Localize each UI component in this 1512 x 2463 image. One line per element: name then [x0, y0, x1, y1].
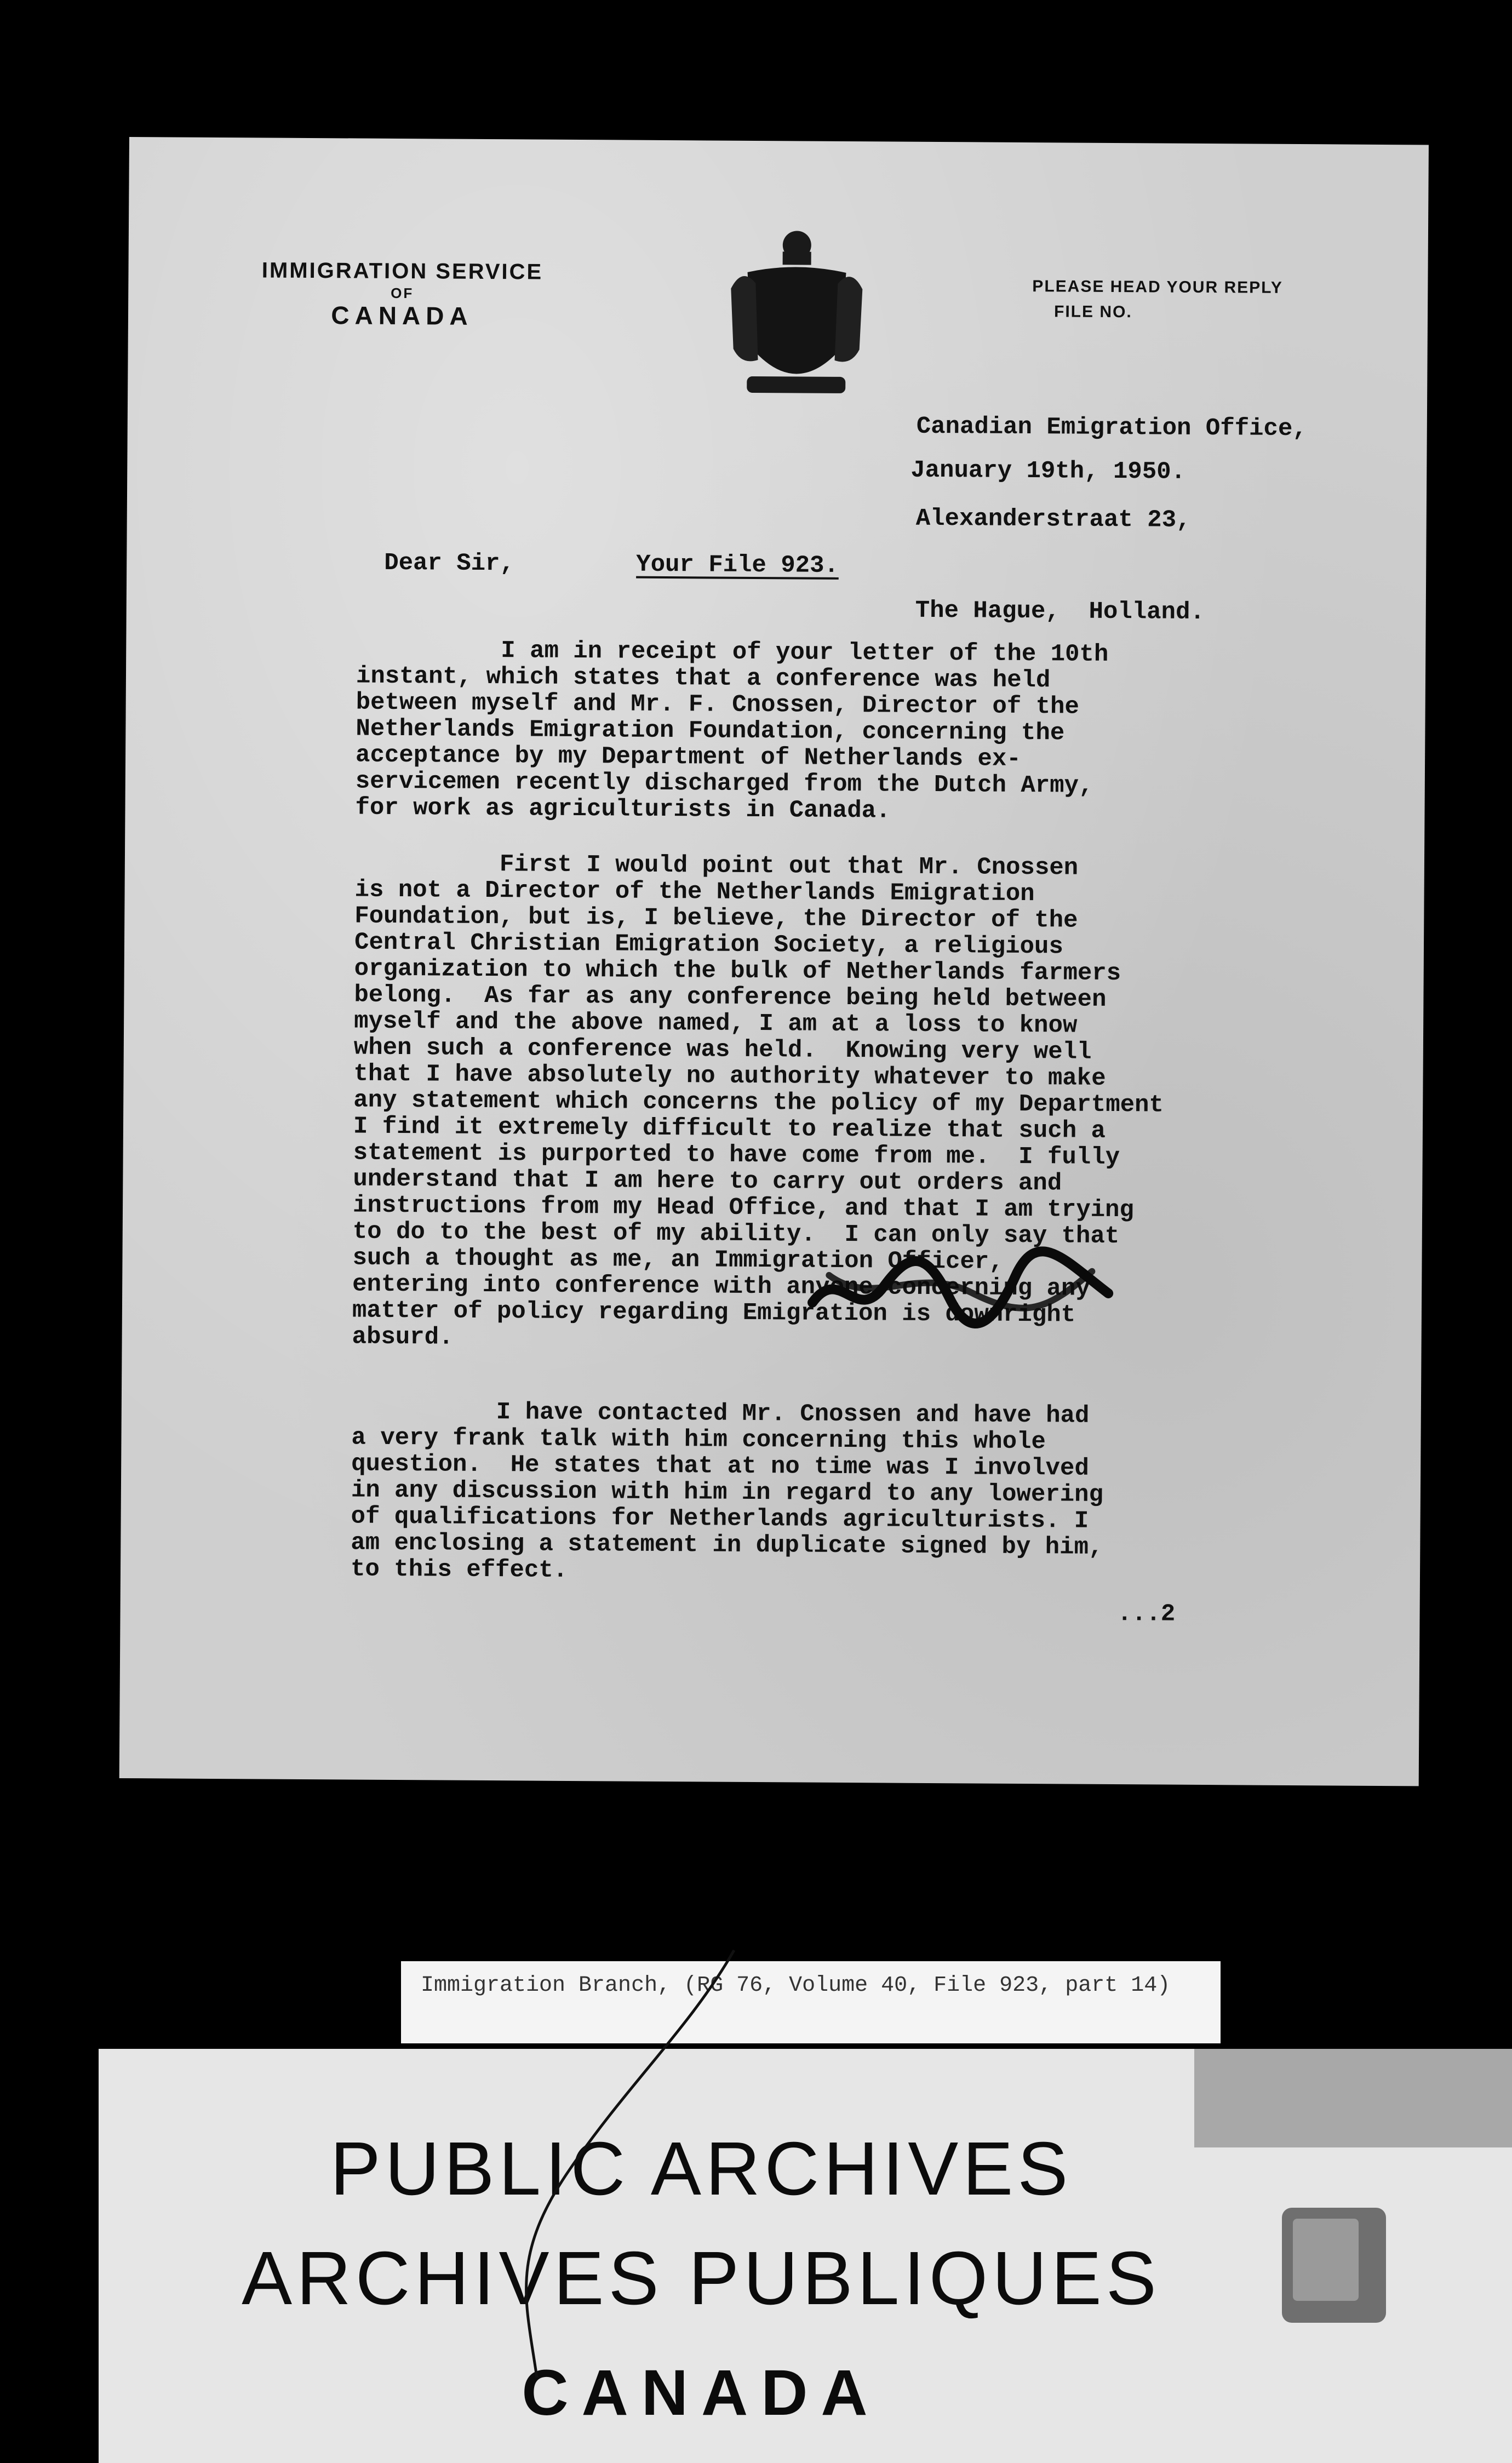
text-line: First I would point out that Mr. Cnossen [354, 850, 1079, 882]
text-line: Foundation, but is, I believe, the Director of the [354, 902, 1078, 935]
coat-of-arms-icon [725, 223, 868, 405]
stamp-english: PUBLIC ARCHIVES [330, 2127, 1073, 2211]
text-line: I have contacted Mr. Cnossen and have had [351, 1397, 1090, 1430]
text-line: servicemen recently discharged from the Dutch Army, [355, 767, 1093, 800]
text-line: I find it extremely difficult to realize that such a [353, 1113, 1106, 1145]
text-line: when such a conference was held. Knowing very well [353, 1034, 1092, 1066]
text-line: that I have absolutely no authority whatever to make [353, 1060, 1106, 1092]
text-line: belong. As far as any conference being held between [354, 981, 1107, 1013]
text-line: I am in receipt of your letter of the 10th [356, 636, 1109, 668]
paragraph-3 [351, 1399, 1393, 1589]
stamp-country: CANADA [522, 2357, 881, 2429]
text-line: of qualifications for Netherlands agriculturists. I [351, 1503, 1089, 1535]
file-no-label: FILE NO. [1053, 302, 1132, 322]
stamp-french: ARCHIVES PUBLIQUES [242, 2236, 1161, 2321]
text-line: understand that I am here to carry out orders and [353, 1165, 1062, 1198]
paragraph-1 [355, 637, 1397, 828]
letterhead-left [249, 258, 556, 331]
text-line: to this effect. [350, 1555, 568, 1584]
letterhead-country: CANADA [331, 301, 473, 330]
page-continuation: ...2 [1117, 1600, 1176, 1628]
sender-address [915, 350, 1308, 690]
archival-reference-label [401, 1961, 1221, 2043]
binder-clip-highlight [1293, 2219, 1359, 2301]
text-line: is not a Director of the Netherlands Emigration [354, 876, 1035, 908]
text-line: Central Christian Emigration Society, a religious [354, 929, 1063, 961]
salutation: Dear Sir, [384, 549, 515, 578]
address-line: The Hague, Holland. [915, 597, 1205, 627]
address-line: Canadian Emigration Office, [916, 413, 1307, 443]
letterhead-reply-note [1032, 274, 1283, 326]
text-line: instructions from my Head Office, and that I am trying [352, 1192, 1135, 1224]
file-reference: Your File 923. [636, 551, 839, 580]
text-line: question. He states that at no time was I involved [351, 1450, 1089, 1482]
address-line: Alexanderstraat 23, [915, 505, 1191, 534]
text-line: such a thought as me, an Immigration Officer, [352, 1244, 1004, 1276]
text-line: acceptance by my Department of Netherlands ex- [355, 741, 1021, 773]
text-line: matter of policy regarding Emigration is downright [352, 1297, 1076, 1329]
text-line: to do to the best of my ability. I can only say that [352, 1218, 1120, 1251]
signature-scribble [807, 1242, 1114, 1332]
text-line: in any discussion with him in regard to any lowering [351, 1476, 1104, 1509]
text-line: instant, which states that a conference was held [356, 662, 1051, 695]
text-line: any statement which concerns the policy of my Department [353, 1086, 1164, 1119]
text-line: entering into conference with anyone concerning any [352, 1270, 1090, 1303]
text-line: a very frank talk with him concerning this whole [351, 1424, 1046, 1456]
text-line: Netherlands Emigration Foundation, concerning the [356, 715, 1065, 747]
text-line: myself and the above named, I am at a loss to know [353, 1007, 1078, 1040]
letter-date: January 19th, 1950. [910, 456, 1186, 486]
letterhead-service: IMMIGRATION SERVICE [261, 258, 543, 284]
text-line: for work as agriculturists in Canada. [355, 794, 891, 825]
letterhead-of: OF [391, 284, 414, 302]
text-line: organization to which the bulk of Netherlands farmers [354, 955, 1121, 988]
text-line: absurd. [352, 1323, 454, 1351]
letter-page [119, 137, 1429, 1786]
reply-instruction: PLEASE HEAD YOUR REPLY [1032, 277, 1283, 297]
text-line: statement is purported to have come from me. I fully [353, 1139, 1120, 1172]
text-line: between myself and Mr. F. Cnossen, Director of the [356, 689, 1080, 721]
archival-reference: Immigration Branch, (RG 76, Volume 40, File 923, part 14) [421, 1973, 1171, 1998]
text-line: am enclosing a statement in duplicate signed by him, [351, 1529, 1103, 1561]
